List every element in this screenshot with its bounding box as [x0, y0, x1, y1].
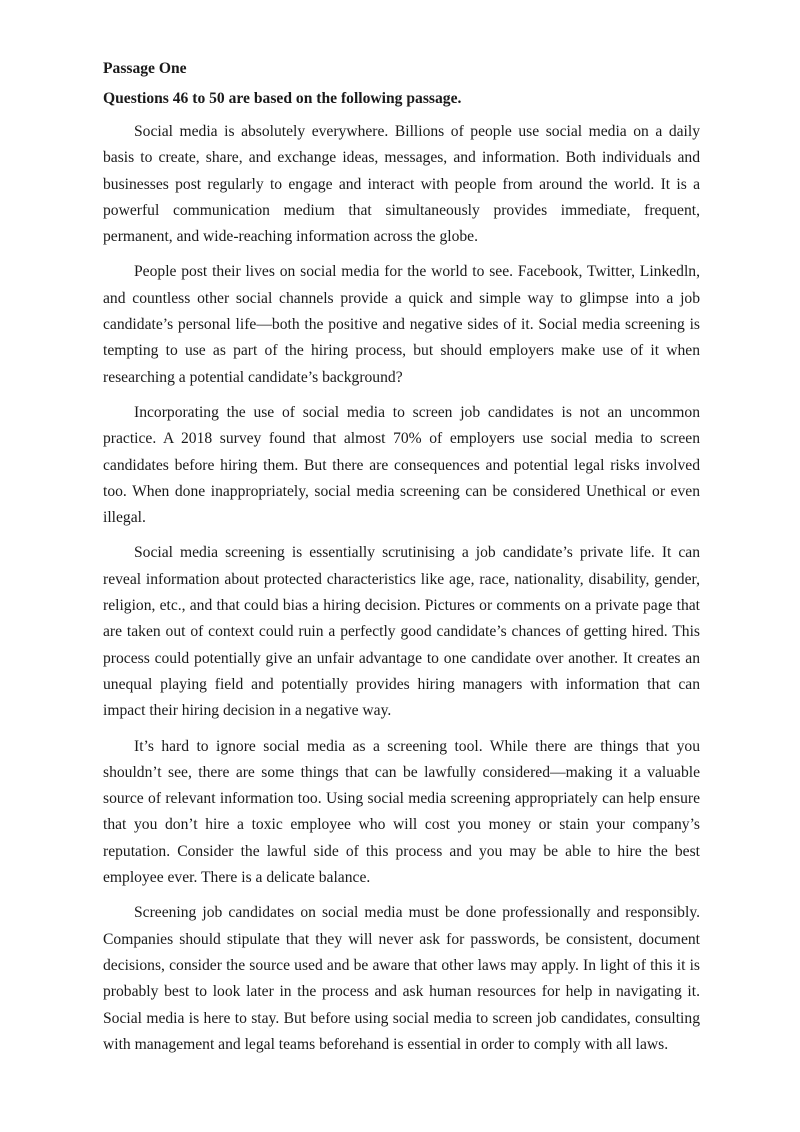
- paragraph-4: Social media screening is essentially scrutinising a job candidate’s private life. It can reveal information about protected characteristics like age, race, nationality, disability, gender, religion, etc., and that could bias a hiring decision. Pictures or comments on a private page that are taken out of context could ruin a perfectly good candidate’s chances of getting hired. This process could potentially give an unfair advantage to one candidate over another. It creates an unequal playing field and potentially provides hiring managers with information that can impact their hiring decision in a negative way.: [103, 544, 700, 720]
- passage-title: Passage One: [103, 60, 187, 77]
- question-instructions: Questions 46 to 50 are based on the following passage.: [103, 89, 462, 107]
- paragraph-1: Social media is absolutely everywhere. Billions of people use social media on a daily basis to create, share, and exchange ideas, messages, and information. Both individuals and businesses post regularly to engage and interact with people from around the world. It is a powerful communication medium that simultaneously provides immediate, frequent, permanent, and wide-reaching information across the globe.: [103, 123, 700, 246]
- paragraph-5: It’s hard to ignore social media as a screening tool. While there are things that you shouldn’t see, there are some things that can be lawfully considered—making it a valuable source of relevant information too. Using social media screening appropriately can help ensure that you don’t hire a toxic employee who will cost you money or stain your company’s reputation. Consider the lawful side of this process and you may be able to hire the best employee ever. There is a delicate balance.: [103, 737, 700, 887]
- document-page: [103, 56, 700, 1067]
- paragraph-6: Screening job candidates on social media must be done professionally and responsibly. Companies should stipulate that they will never ask for passwords, be consistent, document decisions, consider the source used and be aware that other laws may apply. In light of this it is probably best to look later in the process and ask human resources for help in navigating it. Social media is here to stay. But before using social media to screen job candidates, consulting with management and legal teams beforehand is essential in order to comply with all laws.: [103, 904, 700, 1053]
- paragraph-3: Incorporating the use of social media to screen job candidates is not an uncommon practice. A 2018 survey found that almost 70% of employers use social media to screen candidates before hiring them. But there are consequences and potential legal risks involved too. When done inappropriately, social media screening can be considered Unethical or even illegal.: [103, 403, 700, 527]
- paragraph-2: People post their lives on social media for the world to see. Facebook, Twitter, Linkedln, and countless other social channels provide a quick and simple way to glimpse into a job candidate’s personal life—both the positive and negative sides of it. Social media screening is tempting to use as part of the hiring process, but should employers make use of it when researching a potential candidate’s background?: [103, 263, 700, 386]
